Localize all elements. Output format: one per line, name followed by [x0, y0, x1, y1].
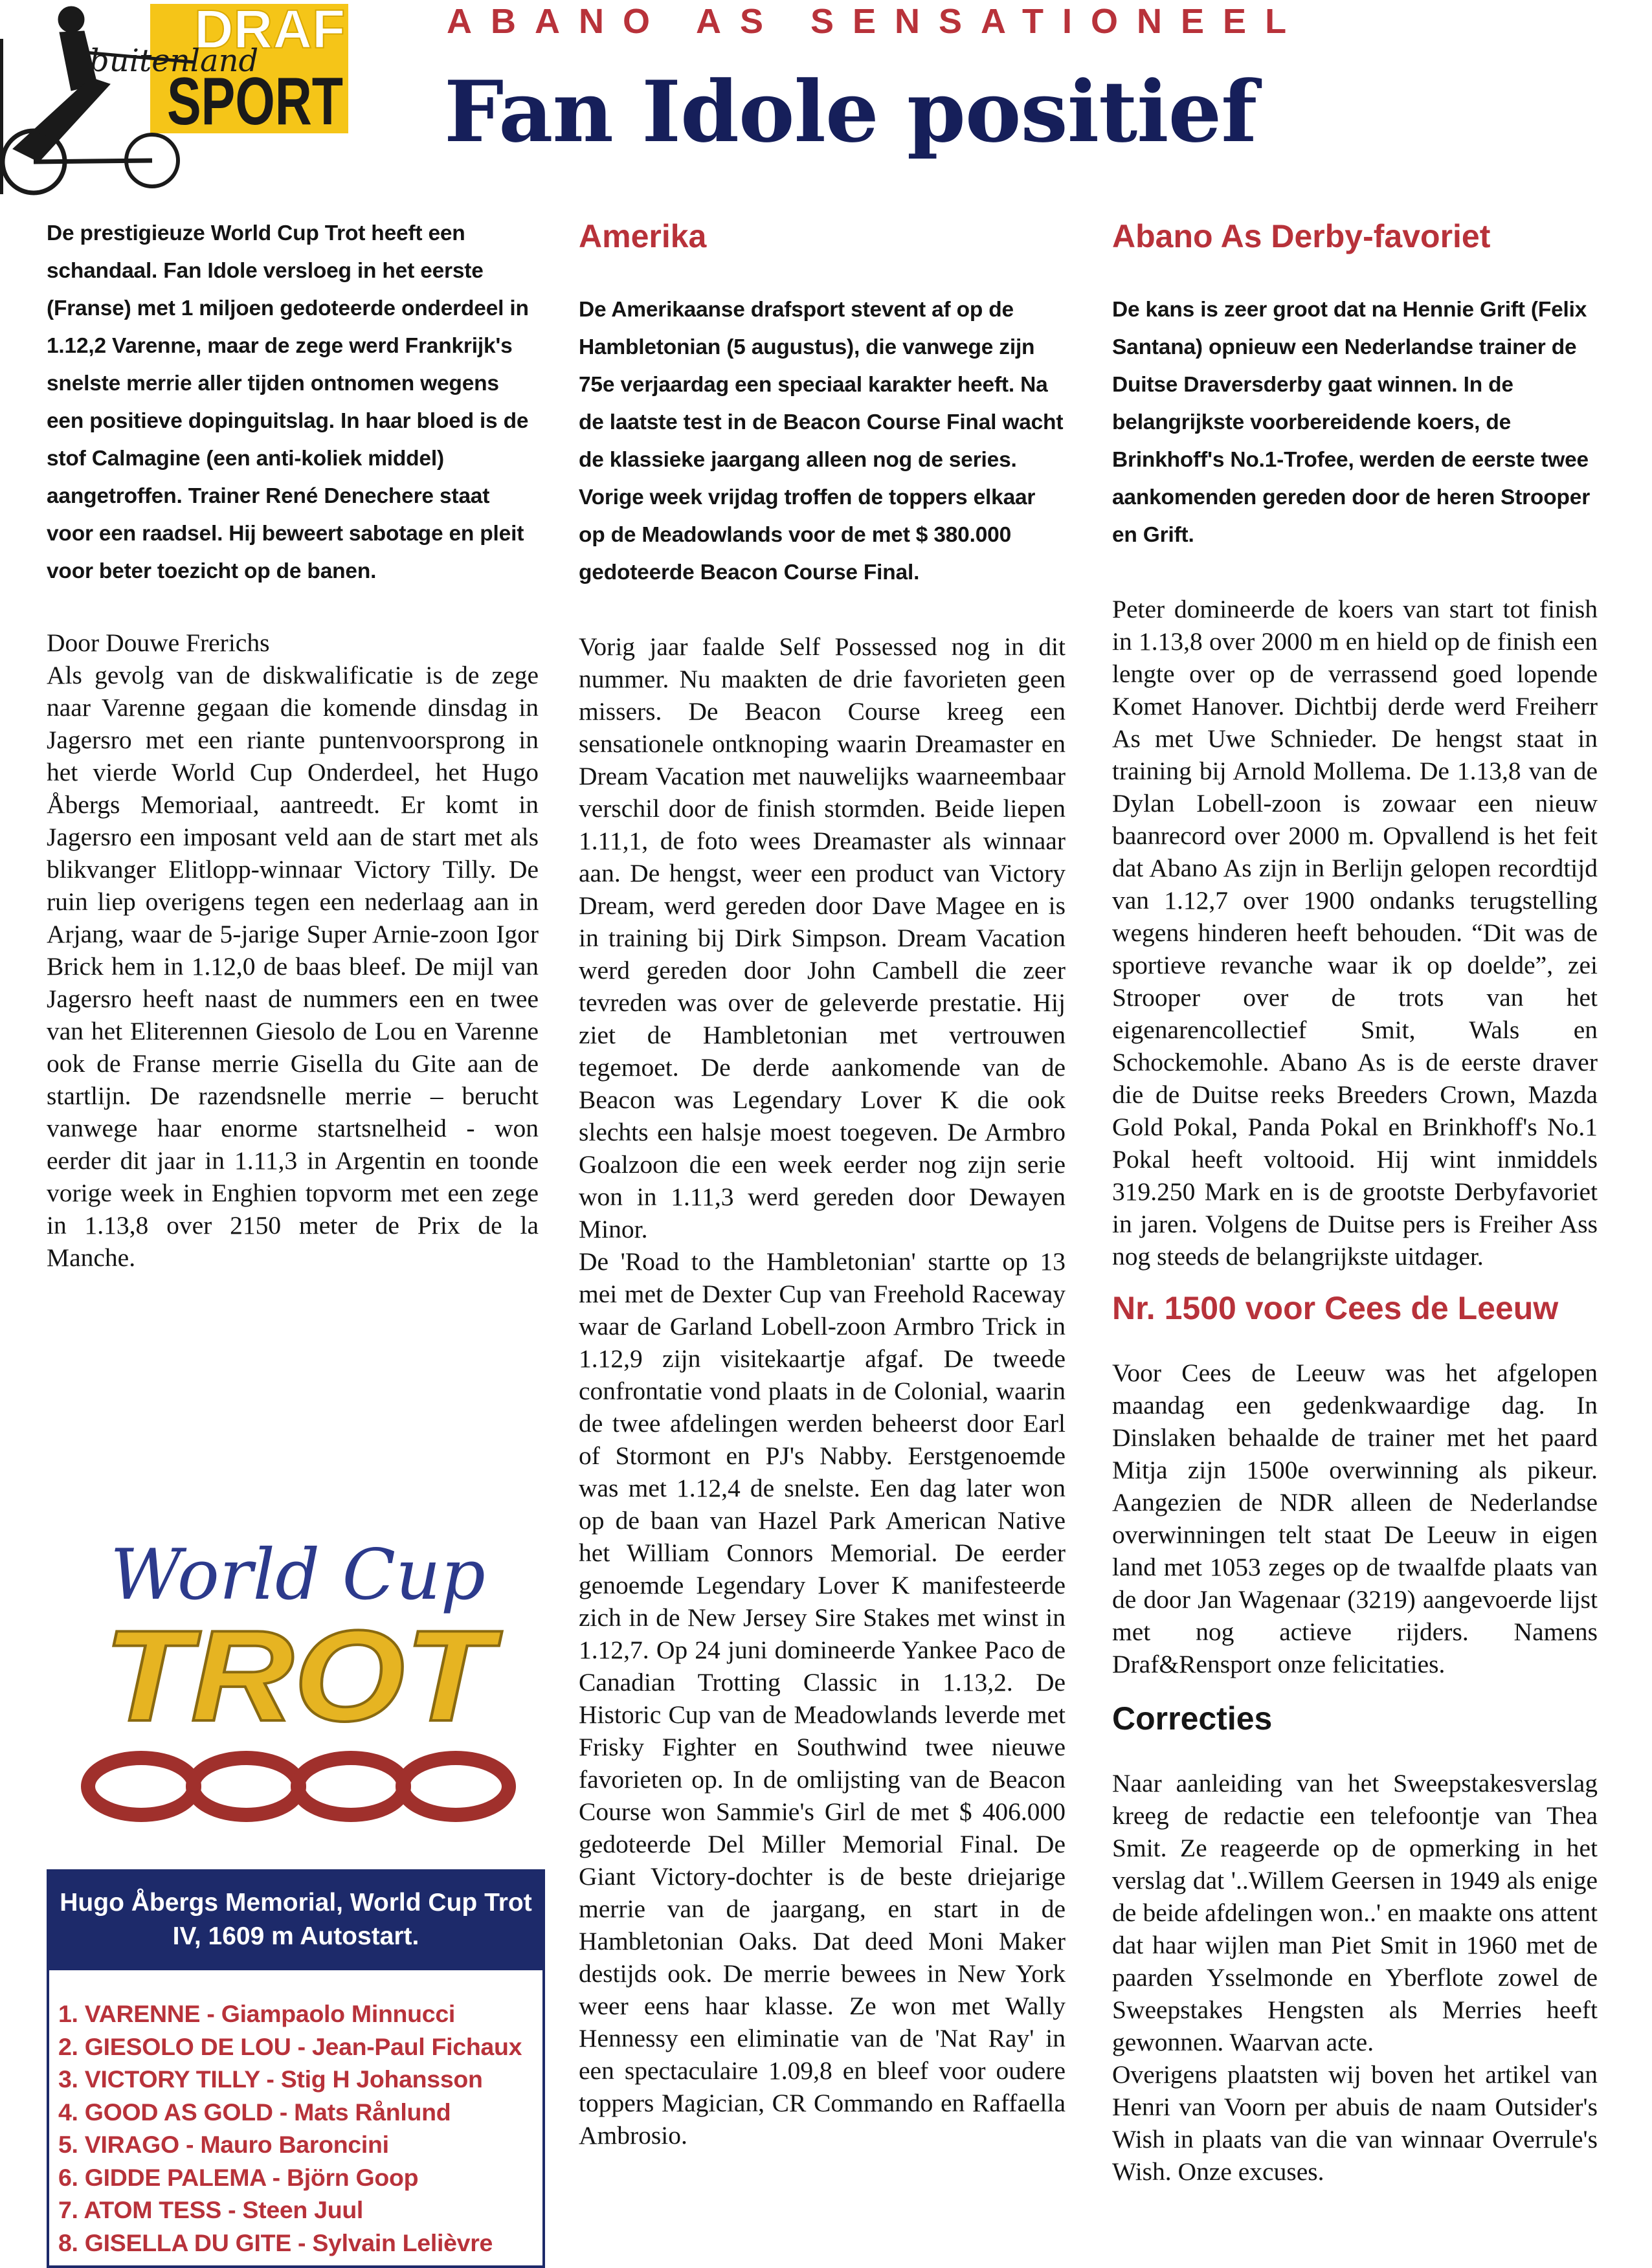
section-heading-abano-as: Abano As Derby-favoriet	[1112, 218, 1491, 254]
byline	[47, 627, 539, 659]
byline-author: Douwe Frerichs	[106, 628, 270, 657]
column-3	[1112, 214, 1598, 2188]
results-box	[47, 1869, 545, 2268]
result-item: 8. GISELLA DU GITE - Sylvain Lelièvre	[58, 2229, 493, 2256]
column-3-body-4: Overigens plaatsten wij boven het artikel van Henri van Voorn per abuis de naam Outsider's Wish in plaats van die van winnaar Overrule's Wish. Onze excuses.	[1112, 2060, 1598, 2186]
chain-links-icon	[88, 1758, 509, 1815]
result-item: 3. VICTORY TILLY - Stig H Johansson	[58, 2065, 483, 2093]
column-2	[579, 214, 1066, 2151]
column-1	[47, 215, 539, 1274]
section-heading-amerika: Amerika	[579, 218, 707, 254]
column-3-body-2: Voor Cees de Leeuw was het afgelopen maandag een gedenkwaardige dag. In Dinslaken behaalde de trainer met het paard Mitja zijn 1500e overwinning als pikeur. Aangezien de NDR alleen de Nederlandse overwinningen telt staat De Leeuw in eigen land met 1053 zeges op de twaalfde plaats van de door Jan Wagenaar (3219) aangevoerde lijst met nog actieve rijders. Namens Draf&Rensport onze felicitaties.	[1112, 1359, 1598, 1678]
kicker: ABANO AS SENSATIONEEL	[447, 2, 1306, 41]
trot-wordmark: TROT	[104, 1604, 503, 1748]
logo-script-text: buitenland	[89, 43, 259, 79]
column-3-lead: De kans is zeer groot dat na Hennie Grift (Felix Santana) opnieuw een Nederlandse trainer de Duitse Draversderby gaat winnen. In de belangrijkste voorbereidende koers, de Brinkhoff's No.1-Trofee, werden de eerste twee aankomenden gereden door de heren Strooper en Grift.	[1112, 298, 1591, 547]
result-item: 4. GOOD AS GOLD - Mats Rånlund	[58, 2098, 451, 2126]
world-cup-script: World Cup	[110, 1535, 486, 1616]
result-item: 7. ATOM TESS - Steen Juul	[58, 2196, 364, 2223]
result-item: 2. GIESOLO DE LOU - Jean-Paul Fichaux	[58, 2032, 522, 2060]
result-item: 6. GIDDE PALEMA - Björn Goop	[58, 2163, 419, 2191]
column-3-body-1: Peter domineerde de koers van start tot finish in 1.13,8 over 2000 m en hield op de finish een lengte over op de verrassend goed lopende Komet Hanover. Dichtbij derde werd Freiherr As met Uwe Schnieder. De hengst staat in training bij Arnold Mollema. De 1.13,8 van de Dylan Lobell-zoon is zowaar een nieuw baanrecord over 2000 m. Opvallend is het feit dat Abano As zijn in Berlijn gelopen recordtijd van 1.12,7 over 1900 ondanks terugstelling wegens hinderen heeft behouden. “Dit was de sportieve revanche waar ik op doelde”, zei Strooper over de trots van het eigenarencollectief Smit, Wals en Schockemohle. Abano As is de eerste draver die de Duitse reeks Breeders Crown, Mazda Gold Pokal, Panda Pokal en Brinkhoff's No.1 Pokal heeft voltooid. Hij wint inmiddels 319.250 Mark en is de grootste Derbyfavoriet in jaren. Volgens de Duitse pers is Freiher Ass nog steeds de belangrijkste uitdager.	[1112, 595, 1598, 1271]
logo-top-text: DRAF	[194, 0, 346, 60]
column-2-lead: De Amerikaanse drafsport stevent af op de Hambletonian (5 augustus), die vanwege zijn 75e verjaardag een speciaal karakter heeft. Na de laatste test in de Beacon Course Final wacht de klassieke jaargang alleen nog de series. Vorige week vrijdag troffen de toppers elkaar op de Meadowlands voor de met $ 380.000 gedoteerde Beacon Course Final.	[579, 298, 1064, 584]
column-1-lead: De prestigieuze World Cup Trot heeft een schandaal. Fan Idole versloeg in het eerste (Franse) met 1 miljoen gedoteerde onderdeel in 1.12,2 Varenne, maar de zege werd Frankrijk's snelste merrie aller tijden ontnomen wegens een positieve dopinguitslag. In haar bloed is de stof Calmagine (een anti-koliek middel) aangetroffen. Trainer René Denechere staat voor een raadsel. Hij beweert sabotage en pleit voor beter toezicht op de banen.	[47, 221, 529, 583]
column-2-body-1: Vorig jaar faalde Self Possessed nog in dit nummer. Nu maakten de drie favorieten geen missers. De Beacon Course kreeg een sensationele ontknoping waarin Dreamaster en Dream Vacation met nauwelijks waarneembaar verschil door de finish stormden. Beide liepen 1.11,1, de foto wees Dreamaster als winnaar aan. De hengst, weer een product van Victory Dream, werd gereden door Dave Magee en is in training bij Dirk Simpson. Dream Vacation werd gereden door John Cambell die zeer tevreden was over de geleverde prestatie. Hij ziet de Hambletonian met vertrouwen tegemoet. De derde aankomende van de Beacon was Legendary Lover K die ook slechts een halsje moest toegeven. De Armbro Goalzoon die een week eerder nog zijn serie won in 1.11,3 werd gereden door Dewayen Minor.	[579, 632, 1066, 1243]
result-item: 1. VARENNE - Giampaolo Minnucci	[58, 2000, 456, 2027]
draf-sport-logo	[0, 0, 357, 199]
world-cup-trot-logo	[52, 1528, 544, 1838]
section-heading-cees-de-leeuw: Nr. 1500 voor Cees de Leeuw	[1112, 1290, 1559, 1326]
byline-prefix: Door	[47, 628, 100, 657]
logo-bottom-text: SPORT	[167, 64, 343, 139]
column-2-body-2: De 'Road to the Hambletonian' startte op 13 mei met de Dexter Cup van Freehold Raceway waar de Garland Lobell-zoon Armbro Trick in 1.12,9 zijn visitekaartje afgaf. De tweede confrontatie vond plaats in de Colonial, waarin de twee afdelingen werden beheerst door Earl of Stormont en PJ's Nabby. Eerstgenoemde was met 1.12,4 de snelste. Een dag later won op de baan van Hazel Park American Native het William Connors Memorial. De eerder genoemde Legendary Lover K manifesteerde zich in de New Jersey Sire Stakes met winst in 1.12,7. Op 24 juni domineerde Yankee Paco de Canadian Trotting Classic in 1.13,2. De Historic Cup van de Meadowlands leverde met Frisky Fighter en Southwind twee nieuwe favorieten op. In de omlijsting van de Beacon Course won Sammie's Girl de met $ 406.000 gedoteerde Del Miller Memorial Final. De Giant Victory-dochter is de beste driejarige merrie van de jaargang, en start in de Hambletonian Oaks. Dat deed Moni Maker destijds ook. De merrie bewees in New York weer eens haar klasse. Ze won met Wally Hennessy een eliminatie van de 'Nat Ray' in een spectaculaire 1.09,8 en bleef voor oudere toppers Magician, CR Commando en Raffaella Ambrosio.	[579, 1247, 1066, 2150]
results-list	[49, 1970, 542, 2259]
result-item: 5. VIRAGO - Mauro Baroncini	[58, 2131, 389, 2158]
column-3-body-3: Naar aanleiding van het Sweepstakesverslag kreeg de redactie een telefoontje van Thea Smit. Ze reageerde op de opmerking in het verslag dat '..Willem Geersen in 1949 als enige de beide afdelingen won..' en maakte ons attent dat haar wijlen man Piet Smit in 1960 met de paarden Ysselmonde en Yberflote zowel de Sweepstakes Hengsten als Merries heeft gewonnen. Waarvan acte.	[1112, 1769, 1598, 2056]
column-1-body: Als gevolg van de diskwalificatie is de zege naar Varenne gegaan die komende dinsdag in Jagersro met een riante puntenvoorsprong in het vierde World Cup Onderdeel, het Hugo Åbergs Memoriaal, aantreedt. Er komt in Jagersro een imposant veld aan de start met als blikvanger Elitlopp-winnaar Victory Tilly. De ruin liep overigens tegen een nederlaag aan in Arjang, waar de 5-jarige Super Arnie-zoon Igor Brick hem in 1.12,0 de baas bleef. De mijl van Jagersro heeft naast de nummers een en twee van het Eliterennen Giesolo de Lou en Varenne ook de Franse merrie Gisella du Gite aan de startlijn. De razendsnelle merrie – berucht vanwege haar enorme startsnelheid - won eerder dit jaar in 1.11,3 in Argentin en toonde vorige week in Enghien topvorm met een zege in 1.13,8 over 2150 meter de Prix de la Manche.	[47, 661, 539, 1272]
headline: Fan Idole positief	[444, 62, 1257, 161]
results-title: Hugo Åbergs Memorial, World Cup Trot IV, 1609 m Autostart.	[49, 1872, 542, 1970]
section-heading-correcties: Correcties	[1112, 1700, 1273, 1737]
